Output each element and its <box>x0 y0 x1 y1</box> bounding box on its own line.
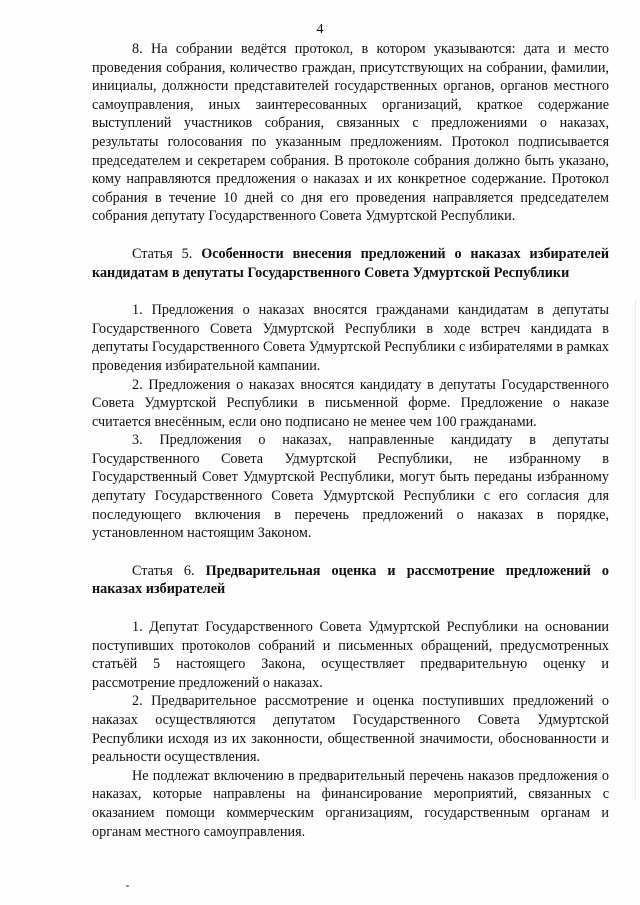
article-6-item-1: 1. Депутат Государственного Совета Удмуртской Республики на основании поступивших протоколов собраний и письменных обращений, предусмотренных статьёй 5 настоящего Закона, осуществляет предварительную оценку и рассмотрение предложений о наказах. <box>92 619 609 691</box>
article-5-item-1: 1. Предложения о наказах вносятся гражданами кандидатам в депутаты Государственного Совета Удмуртской Республики в ходе встреч кандидата в депутаты Государственного Совета Удмуртской Республики с избирателями в рамках проведения избирательной кампании. <box>92 302 609 374</box>
article-5-item-3: 3. Предложения о наказах, направленные кандидату в депутаты Государственного Совета Удмуртской Республики, не избранному в Государственный Совет Удмуртской Республики, могут быть переданы избранному депутату Государственного Совета Удмуртской Республики с его согласия для последующего включения в перечень предложений о наказах в порядке, установленном настоящим Законом. <box>92 432 609 542</box>
article-6-heading <box>92 562 609 599</box>
article-6-item-2: 2. Предварительное рассмотрение и оценка поступивших предложений о наказах осуществляются депутатом Государственного Совета Удмуртской Республики исходя из их законности, общественной значимости, обоснованности и реальности осуществления. <box>92 693 609 766</box>
scan-edge-marks <box>634 300 636 800</box>
article-6-title: Предварительная оценка и рассмотрение предложений о наказах избирателей <box>92 562 609 598</box>
paragraph-8: 8. На собрании ведётся протокол, в котором указываются: дата и место проведения собрания, количество граждан, присутствующих на собрании, фамилии, инициалы, должности представителей государственных органов, органов местного самоуправления, иных заинтересованных организаций, краткое содержание выступлений участников собрания, связанных с предложениями о наказах, результаты голосования по указанным предложениям. Протокол подписывается председателем и секретарем собрания. В протоколе собрания должно быть указано, кому направляются предложения о наказах и их конкретное содержание. Протокол собрания в течение 10 дней со дня его проведения направляется председателем собрания депутату Государственного Совета Удмуртской Республики. <box>92 41 609 225</box>
document-body <box>92 40 609 841</box>
article-5-item-2: 2. Предложения о наказах вносятся кандидату в депутаты Государственного Совета Удмуртской Республики в письменной форме. Предложение о наказе считается внесённым, если оно подписано не менее чем 100 гражданами. <box>92 376 609 430</box>
page-number: 4 <box>316 22 324 37</box>
article-5-prefix: Статья 5. <box>132 245 202 262</box>
scan-speck <box>126 885 129 887</box>
article-5-title: Особенности внесения предложений о наказах избирателей кандидатам в депутаты Государственного Совета Удмуртской Республики <box>92 245 609 281</box>
article-6-prefix: Статья 6. <box>132 562 206 579</box>
article-5-heading <box>92 245 609 282</box>
article-6-item-3: Не подлежат включению в предварительный перечень наказов предложения о наказах, которые направлены на финансирование мероприятий, связанных с оказанием помощи коммерческим организациям, государственным органам и органам местного самоуправления. <box>92 767 609 840</box>
